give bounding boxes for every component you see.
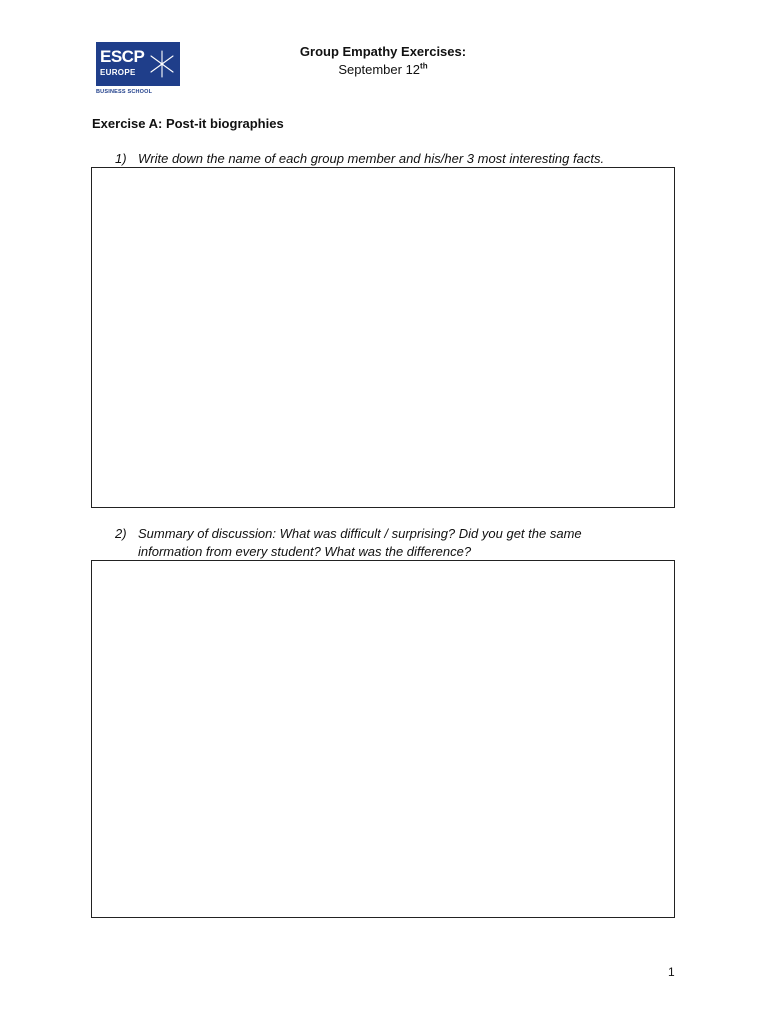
star-burst-icon bbox=[148, 50, 176, 78]
exercise-heading: Exercise A: Post-it biographies bbox=[92, 116, 284, 131]
date-text: September 12 bbox=[338, 62, 421, 77]
question-number: 1) bbox=[115, 151, 127, 166]
logo-sub-text: EUROPE bbox=[100, 68, 136, 77]
date-suffix: th bbox=[420, 61, 428, 71]
escp-logo bbox=[96, 42, 180, 86]
question-number: 2) bbox=[115, 526, 127, 541]
question-text: Summary of discussion: What was difficult / surprising? Did you get the same information from every student? What was the difference? bbox=[138, 526, 582, 559]
question-text: Write down the name of each group member and his/her 3 most interesting facts. bbox=[138, 151, 605, 166]
answer-box-2[interactable] bbox=[91, 560, 675, 918]
page-number: 1 bbox=[668, 965, 675, 979]
logo-main-text: ESCP bbox=[100, 47, 145, 66]
answer-box-1[interactable] bbox=[91, 167, 675, 508]
document-date bbox=[283, 62, 483, 77]
logo-caption: BUSINESS SCHOOL bbox=[96, 89, 153, 95]
document-title: Group Empathy Exercises: bbox=[299, 44, 467, 59]
